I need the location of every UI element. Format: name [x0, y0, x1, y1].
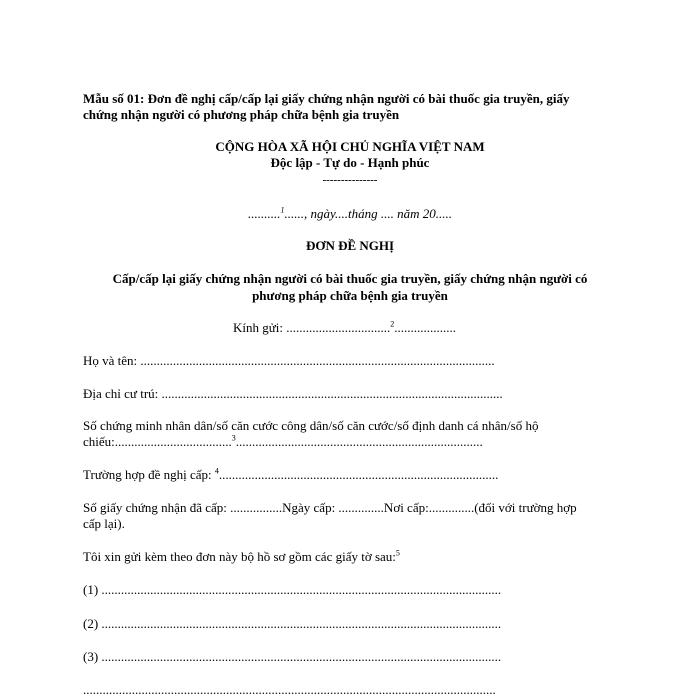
request-case-field: [83, 467, 498, 483]
certificate-field-line-1: Số giấy chứng nhận đã cấp: ................Ngày cấp: ..............Nơi cấp:..............(đối với trường hợp: [83, 500, 577, 515]
attachment-item: (3) ...........................................................................................................................: [83, 649, 502, 664]
footnote-2: 2: [390, 319, 395, 329]
place-date-line: [0, 206, 700, 222]
certificate-field-line-2: cấp lại).: [83, 516, 125, 531]
attachment-item: ...............................................................................................................................: [83, 682, 496, 697]
date-text: ......, ngày....tháng .... năm 20.....: [284, 206, 453, 221]
id-field-line-1: Số chứng minh nhân dân/số căn cước công dân/số căn cước/số định danh cá nhân/số hộ: [83, 418, 539, 433]
addressee-line: [233, 320, 456, 336]
header-divider: ---------------: [322, 174, 378, 186]
residence-field: Địa chỉ cư trú: .........................................................................................................: [83, 386, 503, 401]
name-field: Họ và tên: .............................................................................................................: [83, 353, 495, 368]
footnote-5: 5: [395, 548, 400, 558]
id-field-label: chiếu:....................................: [83, 434, 232, 449]
footnote-1: 1: [280, 205, 285, 215]
attachment-item: (1) ...........................................................................................................................: [83, 582, 502, 597]
form-title-line-2: chứng nhận người có phương pháp chữa bệnh gia truyền: [83, 107, 400, 122]
subject-line-1: Cấp/cấp lại giấy chứng nhận người có bài thuốc gia truyền, giấy chứng nhận người có: [112, 271, 588, 286]
footnote-3: 3: [231, 433, 236, 443]
id-field-line-2: [83, 434, 483, 450]
attachment-item: (2) ...........................................................................................................................: [83, 616, 502, 631]
place-dots: ..........: [247, 206, 281, 221]
attachments-intro: [83, 549, 400, 565]
request-case-dots: ......................................................................................: [218, 467, 499, 482]
addressee-trail: ...................: [394, 320, 457, 335]
form-title-line-1: Mẫu số 01: Đơn đề nghị cấp/cấp lại giấy chứng nhận người có bài thuốc gia truyền, giấy: [83, 91, 570, 106]
document-title: ĐƠN ĐỀ NGHỊ: [305, 238, 395, 253]
addressee-label: Kính gửi: ................................: [233, 320, 391, 335]
subject-line-2: phương pháp chữa bệnh gia truyền: [252, 288, 448, 303]
footnote-4: 4: [214, 466, 219, 476]
country-name: CỘNG HÒA XÃ HỘI CHỦ NGHĨA VIỆT NAM: [215, 139, 485, 154]
national-motto: Độc lập - Tự do - Hạnh phúc: [270, 155, 430, 170]
request-case-label: Trường hợp đề nghị cấp:: [83, 467, 215, 482]
attachments-intro-text: Tôi xin gửi kèm theo đơn này bộ hồ sơ gồm các giấy tờ sau:: [83, 549, 396, 564]
id-field-dots: ............................................................................: [235, 434, 483, 449]
